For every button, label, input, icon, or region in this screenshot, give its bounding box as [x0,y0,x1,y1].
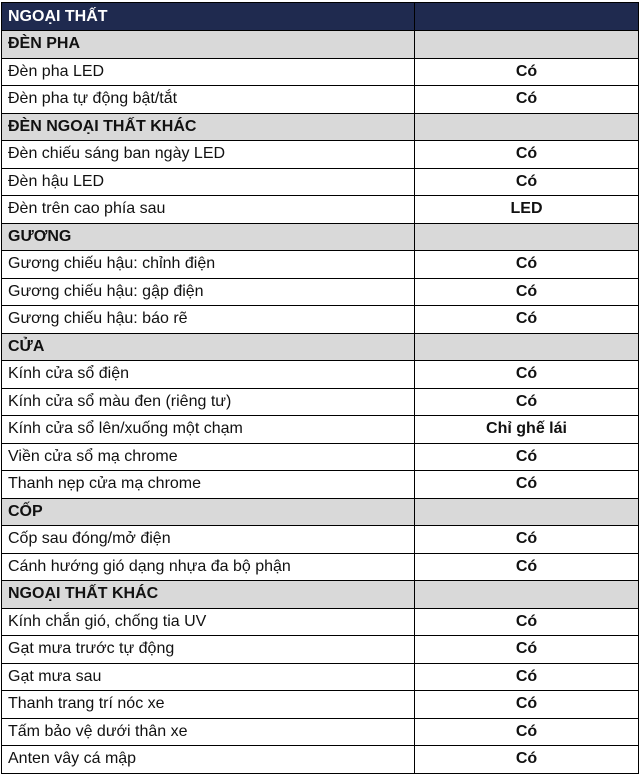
table-row [2,251,639,279]
table-row [2,361,639,389]
feature-label: Đèn trên cao phía sau [2,196,415,224]
section-title: ĐÈN PHA [2,31,415,59]
feature-label: Đèn pha tự động bật/tắt [2,86,415,114]
feature-label: Gương chiếu hậu: gập điện [2,278,415,306]
section-empty-cell [415,113,639,141]
spec-table-body [2,3,639,774]
section-header-row [2,223,639,251]
section-empty-cell [415,333,639,361]
feature-value: Có [415,718,639,746]
table-title: NGOẠI THẤT [2,3,415,31]
table-row [2,663,639,691]
table-row [2,58,639,86]
section-title: GƯƠNG [2,223,415,251]
feature-value: Có [415,553,639,581]
feature-label: Gương chiếu hậu: chỉnh điện [2,251,415,279]
feature-value: Có [415,388,639,416]
feature-value: Có [415,636,639,664]
spec-table [1,2,639,774]
table-row [2,526,639,554]
section-empty-cell [415,498,639,526]
section-header-row [2,113,639,141]
feature-value: Có [415,526,639,554]
feature-label: Thanh nẹp cửa mạ chrome [2,471,415,499]
section-title: CỐP [2,498,415,526]
feature-value: Có [415,691,639,719]
table-title-empty-cell [415,3,639,31]
feature-label: Kính cửa sổ lên/xuống một chạm [2,416,415,444]
table-row [2,416,639,444]
feature-value: Có [415,306,639,334]
table-row [2,443,639,471]
feature-value: Có [415,663,639,691]
section-header-row [2,31,639,59]
feature-label: Đèn hậu LED [2,168,415,196]
table-title-row [2,3,639,31]
section-title: NGOẠI THẤT KHÁC [2,581,415,609]
table-row [2,471,639,499]
feature-value: Có [415,746,639,774]
section-title: CỬA [2,333,415,361]
section-header-row [2,581,639,609]
feature-value: Có [415,443,639,471]
section-header-row [2,333,639,361]
table-row [2,553,639,581]
feature-label: Viền cửa sổ mạ chrome [2,443,415,471]
section-header-row [2,498,639,526]
feature-value: Có [415,58,639,86]
feature-label: Cốp sau đóng/mở điện [2,526,415,554]
table-row [2,636,639,664]
feature-value: Có [415,278,639,306]
feature-label: Đèn pha LED [2,58,415,86]
feature-label: Gạt mưa trước tự động [2,636,415,664]
table-row [2,691,639,719]
table-row [2,718,639,746]
table-row [2,141,639,169]
section-title: ĐÈN NGOẠI THẤT KHÁC [2,113,415,141]
feature-label: Kính cửa sổ màu đen (riêng tư) [2,388,415,416]
table-row [2,278,639,306]
section-empty-cell [415,31,639,59]
feature-value: Có [415,471,639,499]
feature-value: Có [415,608,639,636]
feature-label: Kính cửa sổ điện [2,361,415,389]
feature-value: Có [415,86,639,114]
feature-value: Có [415,168,639,196]
table-row [2,306,639,334]
feature-label: Gạt mưa sau [2,663,415,691]
section-empty-cell [415,223,639,251]
table-row [2,746,639,774]
feature-value: Có [415,361,639,389]
feature-value: Chỉ ghế lái [415,416,639,444]
table-row [2,608,639,636]
feature-label: Thanh trang trí nóc xe [2,691,415,719]
feature-value: LED [415,196,639,224]
feature-label: Tấm bảo vệ dưới thân xe [2,718,415,746]
table-row [2,86,639,114]
section-empty-cell [415,581,639,609]
feature-label: Gương chiếu hậu: báo rẽ [2,306,415,334]
feature-label: Đèn chiếu sáng ban ngày LED [2,141,415,169]
feature-label: Anten vây cá mập [2,746,415,774]
feature-value: Có [415,141,639,169]
table-row [2,196,639,224]
table-row [2,168,639,196]
feature-value: Có [415,251,639,279]
feature-label: Kính chắn gió, chống tia UV [2,608,415,636]
table-row [2,388,639,416]
feature-label: Cánh hướng gió dạng nhựa đa bộ phận [2,553,415,581]
